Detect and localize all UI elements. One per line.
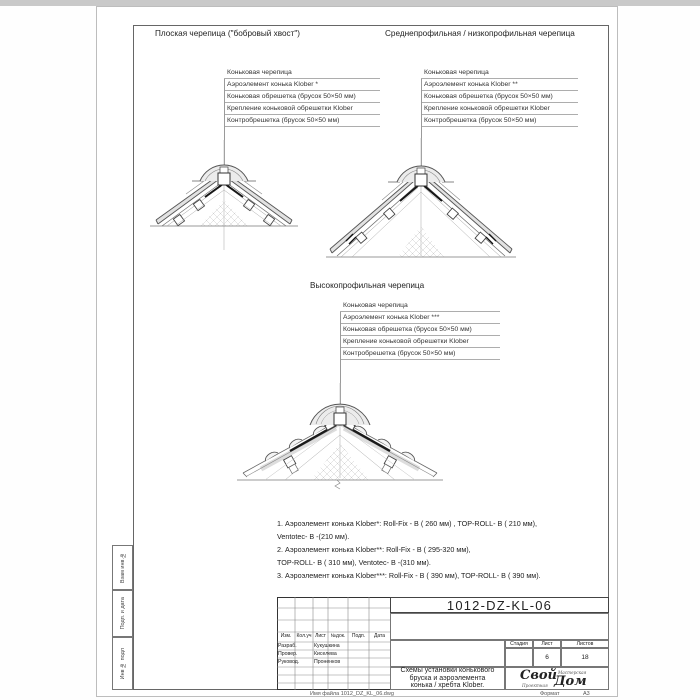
col-list: Лист <box>315 633 326 639</box>
logo-word-svoy: Свой <box>520 668 558 683</box>
sheet-number: 6 <box>533 648 561 667</box>
ridge-batten <box>334 413 346 425</box>
ridge-diagram-flat-tile <box>140 140 310 265</box>
sheets-header: Листов <box>561 640 609 648</box>
label-aeroelement: Аэроэлемент конька Klober *** <box>340 312 500 324</box>
label-batten-fixing: Крепление коньковой обрешетки Klober <box>224 103 380 115</box>
label-aeroelement: Аэроэлемент конька Klober ** <box>421 79 578 91</box>
note-line: 1. Аэроэлемент конька Klober*: Roll-Fix - B ( 260 мм) , TOP-ROLL- B ( 210 мм), <box>277 519 538 528</box>
ridge-diagram-high-profile <box>215 383 465 495</box>
empty-cell <box>390 640 505 667</box>
note-line: 2. Аэроэлемент конька Klober**: Roll-Fix - B ( 295-320 мм), <box>277 545 471 554</box>
drawing-title-line: конька / хребта Klober. <box>410 682 485 690</box>
format-label: Формат <box>540 691 560 697</box>
hatch-area <box>398 226 444 257</box>
ridge-batten <box>415 174 427 186</box>
logo-small-proektnaya: Проектная <box>522 683 548 688</box>
label-list-flat <box>224 67 380 127</box>
file-name: Имя файла 1012_DZ_KL_06.dwg <box>310 691 394 697</box>
ridge-batten <box>218 173 230 185</box>
label-ridge-tile: Коньковая черепица <box>224 67 380 79</box>
name-developer: Кукушкина <box>314 643 340 649</box>
section-title-flat-tile: Плоская черепица ("бобровый хвост") <box>155 29 301 38</box>
empty-cell <box>390 613 609 640</box>
label-counter-batten: Контробрешетка (брусок 50×50 мм) <box>421 115 578 127</box>
name-checker: Киселева <box>314 651 337 657</box>
role-developer: Разраб. <box>278 643 297 649</box>
sidebox-vzam-inv <box>112 545 133 590</box>
format-value: А3 <box>583 691 590 697</box>
label-batten-fixing: Крепление коньковой обрешетки Klober <box>340 336 500 348</box>
name-lead: Проненков <box>314 659 341 665</box>
roof-slope-right <box>421 171 512 257</box>
break-symbol <box>335 480 340 489</box>
doc-number: 1012-DZ-KL-06 <box>446 597 553 613</box>
col-ndok: №док. <box>330 633 346 639</box>
drawing-title <box>390 667 505 690</box>
logo-word-dom: Дом <box>554 674 587 689</box>
label-counter-batten: Контробрешетка (брусок 50×50 мм) <box>340 348 500 360</box>
logo-small-masterskaya: Мастерская <box>558 670 587 675</box>
sidebox-inv-podl <box>112 637 133 690</box>
sidebox-podp-data <box>112 590 133 637</box>
sheets-total: 18 <box>561 648 609 667</box>
label-ridge-batten: Коньковая обрешетка (брусок 50×50 мм) <box>340 324 500 336</box>
label-ridge-tile: Коньковая черепица <box>421 67 578 79</box>
label-ridge-batten: Коньковая обрешетка (брусок 50×50 мм) <box>224 91 380 103</box>
label-aeroelement: Аэроэлемент конька Klober * <box>224 79 380 91</box>
role-checker: Провер. <box>278 651 298 657</box>
label-ridge-tile: Коньковая черепица <box>340 300 500 312</box>
ridge-clamp <box>417 168 425 174</box>
note-line: TOP-ROLL- B ( 310 мм), Ventotec- B -(310 мм). <box>277 558 431 567</box>
note-line: 3. Аэроэлемент конька Klober***: Roll-Fix - B ( 390 мм), TOP-ROLL- B ( 390 мм). <box>277 571 541 580</box>
sidebox-label: Взам инв.№ <box>119 551 126 584</box>
company-logo <box>505 667 609 690</box>
col-izm: Изм. <box>280 633 292 639</box>
notes <box>277 517 541 582</box>
col-podp: Подп. <box>351 633 366 639</box>
stage-value <box>505 648 533 667</box>
note-line: Ventotec- B -(210 мм). <box>277 532 350 541</box>
doc-number-cell <box>390 597 609 613</box>
label-ridge-batten: Коньковая обрешетка (брусок 50×50 мм) <box>421 91 578 103</box>
signature-grid <box>277 597 390 690</box>
label-batten-fixing: Крепление коньковой обрешетки Klober <box>421 103 578 115</box>
hatch-area <box>200 200 248 226</box>
hatch-area <box>311 443 369 480</box>
label-list-high <box>340 300 500 360</box>
sidebox-label: Инв № подл <box>119 647 126 680</box>
ridge-diagram-mid-profile <box>318 138 524 263</box>
ridge-clamp <box>220 167 228 173</box>
role-lead: Руковод. <box>278 659 300 665</box>
label-counter-batten: Контробрешетка (брусок 50×50 мм) <box>224 115 380 127</box>
drawing-title-line: Схемы установки конькового <box>400 667 495 675</box>
sidebox-label: Подп. и дата <box>119 597 126 630</box>
drawing-title-line: бруска и аэроэлемента <box>409 674 486 682</box>
section-title-mid-tile: Среднепрофильная / низкопрофильная черепица <box>385 29 575 38</box>
stage-header: Стадия <box>505 640 533 648</box>
col-koluch: Кол.уч <box>296 633 312 639</box>
ridge-clamp <box>336 407 344 413</box>
col-data: Дата <box>373 633 386 639</box>
section-title-high-tile: Высокопрофильная черепица <box>310 281 425 290</box>
sheet-header: Лист <box>533 640 561 648</box>
label-list-mid <box>421 67 578 127</box>
